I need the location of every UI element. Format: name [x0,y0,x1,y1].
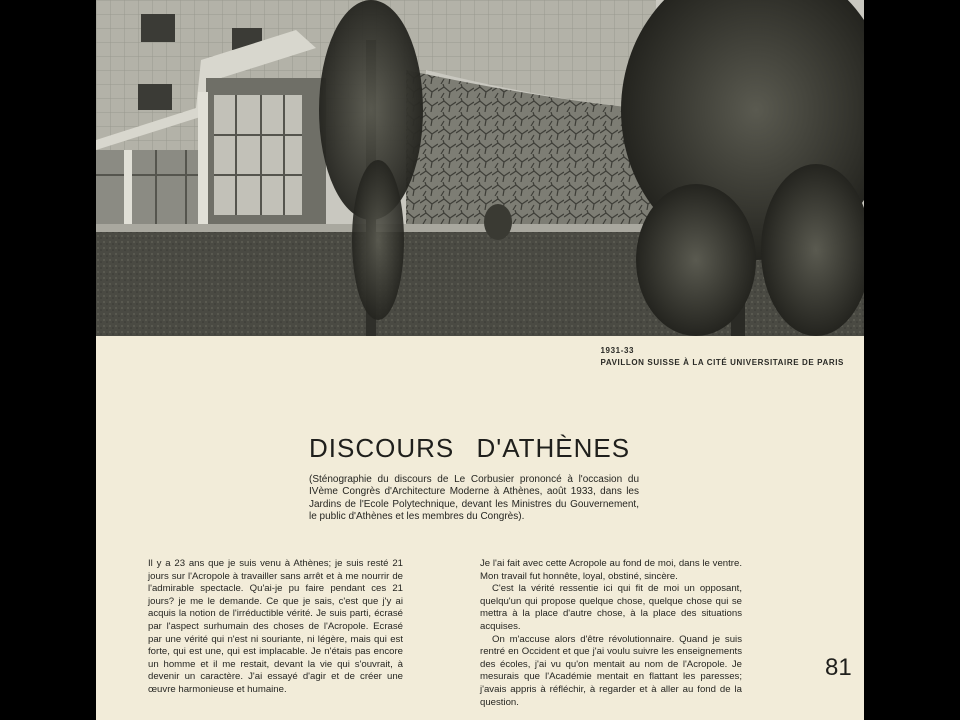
paragraph: Il y a 23 ans que je suis venu à Athènes; je suis resté 21 jours sur l'Acropole à travailler sans arrêt et à me nourrir de l'admirable spectacle. Qu'ai-je pu faire pendant ces 21 jours? je me le demande. Ce que je sais, c'est que j'y ai acquis la notion de l'irréductible vérité. Je suis parti, écrasé par l'aspect surhumain des choses de l'Acropole. Ecrasé par une vérité qui n'est ni souriante, ni légère, mais qui est forte, qui est une, qui est implacable. Je n'étais pas encore un homme et il me restait, devant la vie qui s'ouvrait, à devenir un caractère. J'ai essayé d'agir et de créer une œuvre harmonieuse et humaine. [148,558,403,695]
paragraph: Je l'ai fait avec cette Acropole au fond de moi, dans le ventre. Mon travail fut honnête, loyal, obstiné, sincère. [480,558,742,582]
caption-text: PAVILLON SUISSE À LA CITÉ UNIVERSITAIRE DE PARIS [600,358,844,367]
page-title: DISCOURS D'ATHÈNES [309,433,631,463]
photo-caption [601,345,845,369]
book-page [96,0,864,720]
paragraph: On m'accuse alors d'être révolutionnaire. Quand je suis rentré en Occident et que j'ai voulu suivre les enseignements des écoles, j'ai vu qu'on mentait au nom de l'Acropole. Je mesurais que l'Académie mentait en flattant les paresses; j'avais appris à réfléchir, à regarder et à aller au fond de la question. [480,633,742,708]
caption-year: 1931-33 [600,346,635,355]
building-photograph [96,0,864,336]
text-column-right [480,558,742,709]
text-column-left [148,558,403,697]
page-number: 81 [825,654,852,681]
intro-paragraph: (Sténographie du discours de Le Corbusier prononcé à l'occasion du IVème Congrès d'Architecture Moderne à Athènes, août 1933, dans les Jardins de l'Ecole Polytechnique, devant les Ministres du Gouvernement, le public d'Athènes et les membres du Congrès). [309,474,639,523]
paragraph: C'est la vérité ressentie ici qui fit de moi un opposant, quelqu'un qui propose quelque chose, quelque chose qui se mettra à la place d'autre chose, à la place des situations acquises. [480,583,742,632]
